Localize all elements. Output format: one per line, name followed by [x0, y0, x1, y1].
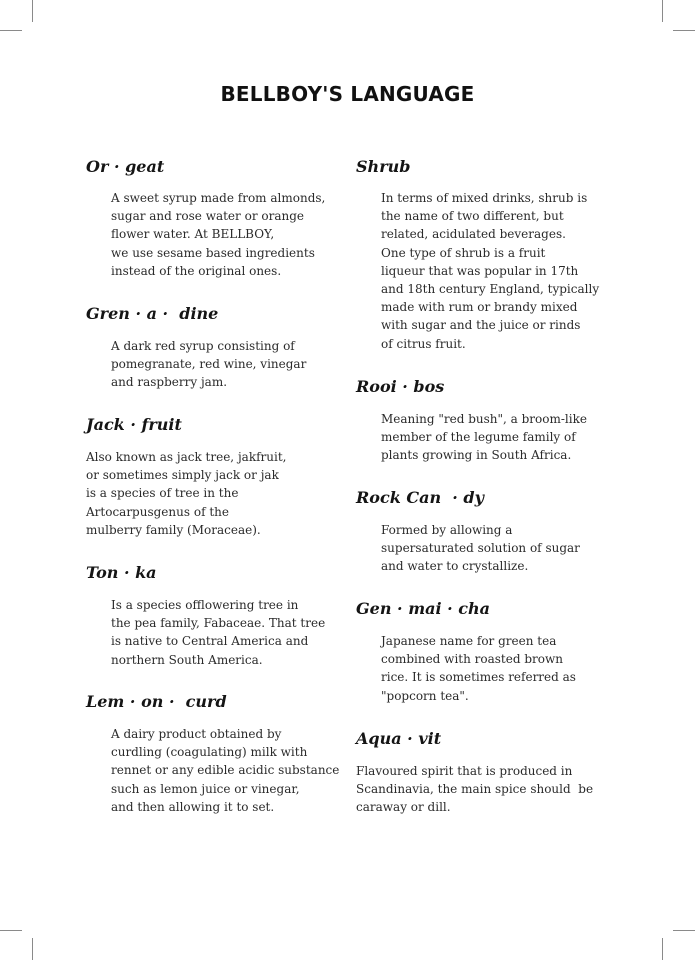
entry-definition: Japanese name for green tea combined with roasted brown rice. It is sometimes referred as "popcorn tea". — [381, 634, 576, 703]
crop-mark-bottom-right-h — [673, 930, 695, 931]
glossary-entry-shrub — [356, 157, 599, 353]
crop-mark-bottom-right — [662, 938, 663, 960]
entry-definition: A sweet syrup made from almonds, sugar and rose water or orange flower water. At BELLBOY, we use sesame based ingredients instead of the original ones. — [111, 191, 326, 278]
glossary-entry-aquavit — [356, 729, 593, 817]
crop-mark-top-left — [32, 0, 33, 22]
glossary-entry-lemon-curd — [86, 692, 339, 816]
entry-definition: Formed by allowing a supersaturated solution of sugar and water to crystallize. — [381, 523, 580, 574]
entry-term: Gen · mai · cha — [356, 599, 491, 618]
glossary-entry-rock-candy — [356, 488, 580, 576]
entry-definition: A dairy product obtained by curdling (coagulating) milk with rennet or any edible acidic substance such as lemon juice or vinegar, and then allowing it to set. — [111, 727, 340, 814]
entry-definition: Flavoured spirit that is produced in Scandinavia, the main spice should be caraway or dill. — [356, 764, 594, 815]
entry-term: Aqua · vit — [356, 729, 442, 748]
glossary-entry-grenadine — [86, 304, 306, 392]
entry-term: Ton · ka — [86, 563, 157, 582]
entry-term: Rock Can · dy — [356, 488, 484, 507]
glossary-entry-rooibos — [356, 377, 587, 465]
entry-definition: A dark red syrup consisting of pomegranate, red wine, vinegar and raspberry jam. — [111, 339, 307, 390]
entry-definition: In terms of mixed drinks, shrub is the name of two different, but related, acidulated beverages. One type of shrub is a fruit liqueur that was popular in 17th and 18th century England, typically made with rum or brandy mixed with sugar and the juice or rinds of citrus fruit. — [381, 191, 600, 351]
glossary-entry-orgeat — [86, 157, 325, 280]
entry-term: Lem · on · curd — [86, 692, 227, 711]
crop-mark-top-right-h — [673, 30, 695, 31]
entry-definition: Also known as jack tree, jakfruit, or sometimes simply jack or jak is a species of tree in the Artocarpusgenus of the mulberry family (Moraceae). — [86, 450, 287, 537]
crop-mark-top-left-h — [0, 30, 22, 31]
crop-mark-top-right — [662, 0, 663, 22]
entry-term: Shrub — [356, 157, 411, 176]
entry-term: Rooi · bos — [356, 377, 445, 396]
glossary-entry-tonka — [86, 563, 325, 669]
crop-mark-bottom-left-h — [0, 930, 22, 931]
entry-term: Or · geat — [86, 157, 165, 176]
entry-term: Gren · a · dine — [86, 304, 219, 323]
entry-term: Jack · fruit — [86, 415, 182, 434]
page-title: BELLBOY'S LANGUAGE — [220, 82, 475, 106]
entry-definition: Is a species offlowering tree in the pea family, Fabaceae. That tree is native to Central America and northern South America. — [111, 598, 326, 667]
glossary-entry-genmaicha — [356, 599, 576, 705]
crop-mark-bottom-left — [32, 938, 33, 960]
glossary-entry-jackfruit — [86, 415, 286, 539]
entry-definition: Meaning "red bush", a broom-like member of the legume family of plants growing in South Africa. — [381, 412, 587, 463]
